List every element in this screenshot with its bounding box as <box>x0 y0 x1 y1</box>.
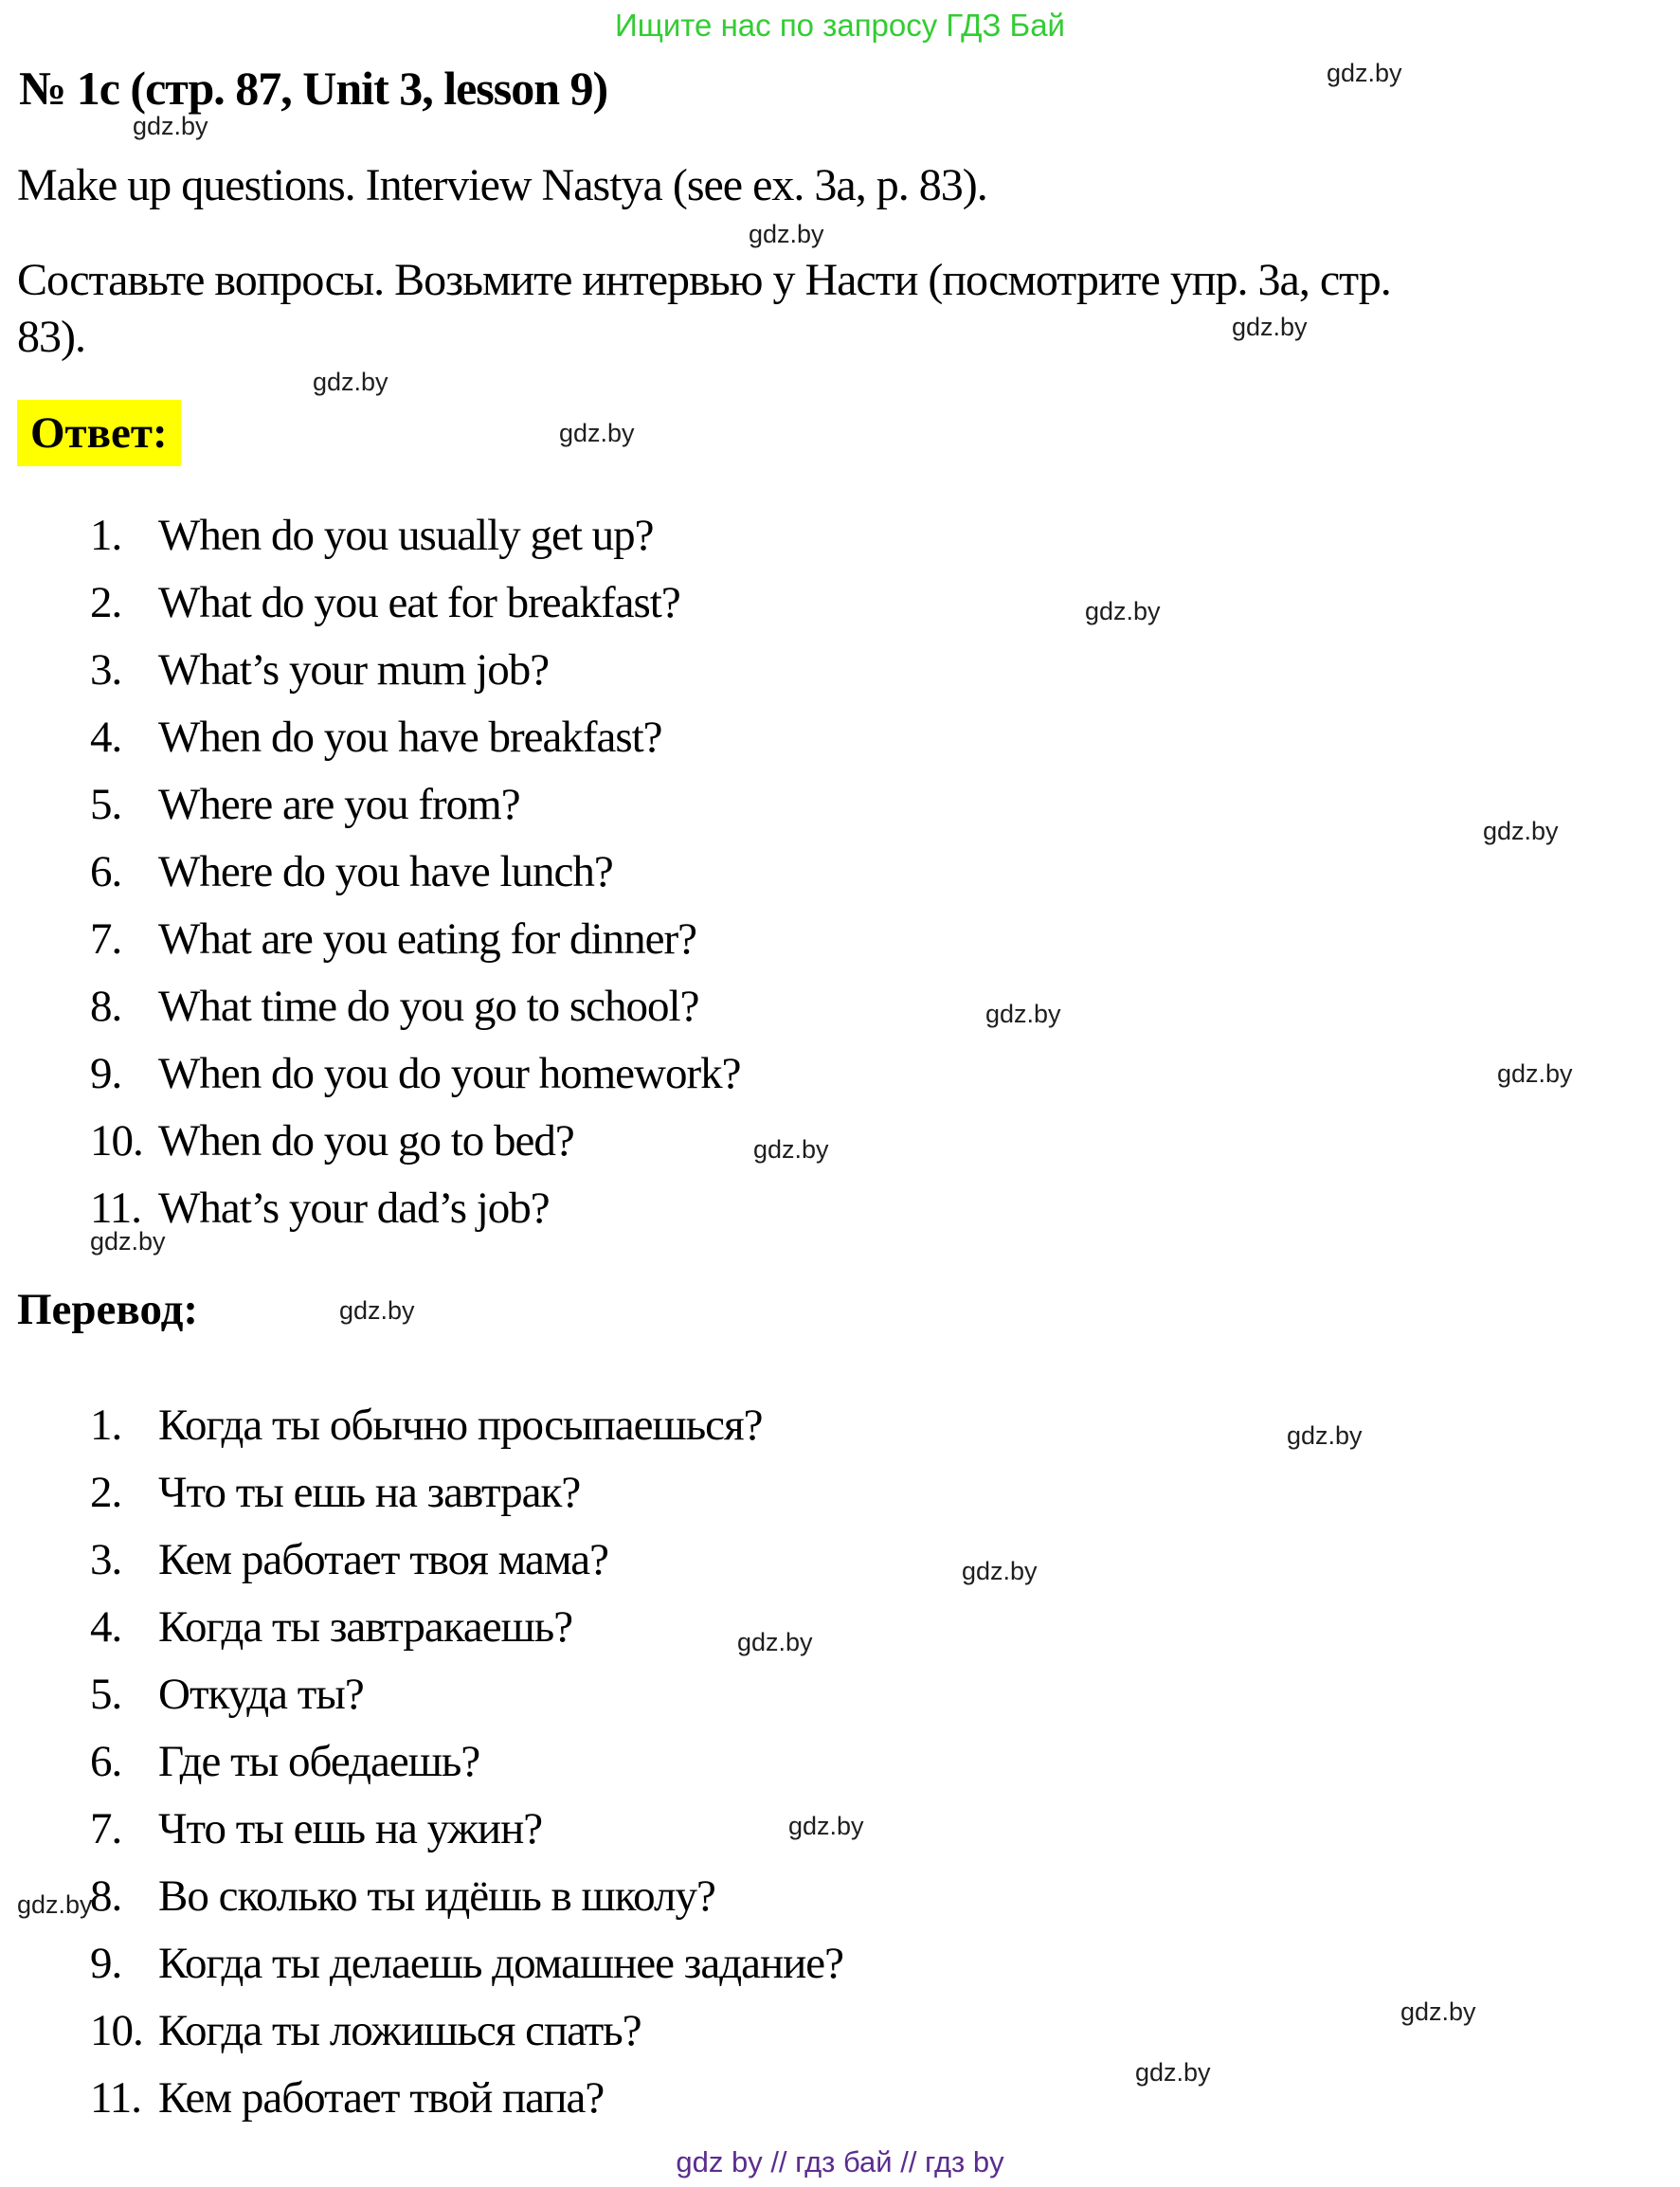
gdzby-watermark: gdz.by <box>559 419 635 447</box>
list-item-text: Откуда ты? <box>158 1670 364 1719</box>
list-item <box>90 839 1680 906</box>
gdzby-watermark: gdz.by <box>1135 2058 1211 2087</box>
list-item <box>90 637 1680 704</box>
instruction-english: Make up questions. Interview Nastya (see ex. 3a, p. 83). <box>17 160 987 210</box>
gdzby-watermark: gdz.by <box>1497 1059 1573 1088</box>
list-item-number: 8. <box>90 982 122 1031</box>
list-item-number: 10. <box>90 2006 143 2055</box>
gdzby-watermark: gdz.by <box>1483 817 1559 845</box>
gdzby-watermark: gdz.by <box>753 1135 829 1164</box>
list-item-number: 5. <box>90 1670 122 1719</box>
list-item-text: What time do you go to school? <box>158 982 699 1031</box>
list-item-text: Когда ты завтракаешь? <box>158 1602 573 1652</box>
list-item <box>90 704 1680 771</box>
list-item <box>90 1527 1680 1594</box>
list-item-text: When do you have breakfast? <box>158 713 662 762</box>
list-item <box>90 1108 1680 1175</box>
list-item <box>90 973 1680 1040</box>
gdzby-watermark: gdz.by <box>90 1227 166 1256</box>
list-item <box>90 2065 1680 2132</box>
list-item-text: Where are you from? <box>158 780 520 829</box>
list-item <box>90 1863 1680 1930</box>
list-item-text: Где ты обедаешь? <box>158 1737 480 1786</box>
instruction-russian: Составьте вопросы. Возьмите интервью у Насти (посмотрите упр. 3а, стр. 83). <box>17 255 1391 362</box>
list-item-text: When do you do your homework? <box>158 1049 741 1098</box>
gdzby-watermark: gdz.by <box>1085 597 1161 625</box>
translation-label: Перевод: <box>17 1285 199 1334</box>
gdzby-watermark: gdz.by <box>962 1557 1038 1585</box>
gdzby-watermark: gdz.by <box>1327 59 1402 87</box>
list-item-number: 6. <box>90 1737 122 1786</box>
list-item <box>90 569 1680 637</box>
list-item-text: Что ты ешь на завтрак? <box>158 1468 581 1517</box>
list-item-number: 2. <box>90 1468 122 1517</box>
list-item-number: 8. <box>90 1871 122 1921</box>
list-item-number: 7. <box>90 1804 122 1853</box>
list-item-text: Where do you have lunch? <box>158 847 613 896</box>
list-item <box>90 502 1680 569</box>
gdzby-watermark: gdz.by <box>1400 1997 1476 2026</box>
list-item-number: 5. <box>90 780 122 829</box>
list-item-text: What’s your dad’s job? <box>158 1184 550 1233</box>
list-item-text: What’s your mum job? <box>158 645 550 695</box>
list-item-text: Когда ты делаешь домашнее задание? <box>158 1939 844 1988</box>
list-item <box>90 1459 1680 1527</box>
gdzby-watermark: gdz.by <box>737 1628 813 1656</box>
list-item-number: 11. <box>90 2073 142 2123</box>
list-item-number: 1. <box>90 511 122 560</box>
list-item <box>90 1930 1680 1997</box>
answer-label: Ответ: <box>17 400 181 466</box>
list-item-text: Что ты ешь на ужин? <box>158 1804 543 1853</box>
list-item-number: 3. <box>90 645 122 695</box>
list-item-number: 1. <box>90 1401 122 1450</box>
list-item <box>90 1661 1680 1728</box>
gdzby-watermark: gdz.by <box>339 1296 415 1325</box>
list-item <box>90 1796 1680 1863</box>
list-item-number: 7. <box>90 914 122 964</box>
promo-banner: Ищите нас по запросу ГДЗ Бай <box>615 8 1065 43</box>
list-item-text: Кем работает твой папа? <box>158 2073 605 2123</box>
list-item <box>90 1175 1680 1242</box>
list-item-number: 4. <box>90 713 122 762</box>
gdzby-watermark: gdz.by <box>1232 313 1308 341</box>
list-item-text: What do you eat for breakfast? <box>158 578 680 627</box>
list-item-text: What are you eating for dinner? <box>158 914 696 964</box>
list-item-number: 11. <box>90 1184 142 1233</box>
list-item-number: 9. <box>90 1939 122 1988</box>
answer-list <box>0 502 1680 1242</box>
footer-credits: gdz by // гдз бай // гдз by <box>676 2145 1004 2178</box>
gdzby-watermark: gdz.by <box>133 112 208 140</box>
list-item-text: When do you usually get up? <box>158 511 654 560</box>
list-item <box>90 1594 1680 1661</box>
list-item-text: Кем работает твоя мама? <box>158 1535 608 1584</box>
list-item-text: When do you go to bed? <box>158 1116 574 1166</box>
list-item-number: 6. <box>90 847 122 896</box>
list-item-text: Когда ты ложишься спать? <box>158 2006 641 2055</box>
list-item <box>90 1728 1680 1796</box>
list-item-text: Когда ты обычно просыпаешься? <box>158 1401 763 1450</box>
gdzby-watermark: gdz.by <box>313 368 388 396</box>
list-item-number: 10. <box>90 1116 143 1166</box>
list-item-number: 2. <box>90 578 122 627</box>
exercise-heading: № 1c (стр. 87, Unit 3, lesson 9) <box>19 62 608 115</box>
gdzby-watermark: gdz.by <box>985 1000 1061 1028</box>
gdzby-watermark: gdz.by <box>749 220 824 248</box>
list-item <box>90 771 1680 839</box>
list-item <box>90 906 1680 973</box>
gdzby-watermark: gdz.by <box>17 1890 93 1919</box>
list-item-number: 4. <box>90 1602 122 1652</box>
list-item <box>90 1392 1680 1459</box>
list-item-text: Во сколько ты идёшь в школу? <box>158 1871 715 1921</box>
gdzby-watermark: gdz.by <box>1287 1421 1363 1450</box>
list-item <box>90 1040 1680 1108</box>
gdzby-watermark: gdz.by <box>788 1812 864 1840</box>
list-item-number: 3. <box>90 1535 122 1584</box>
list-item-number: 9. <box>90 1049 122 1098</box>
